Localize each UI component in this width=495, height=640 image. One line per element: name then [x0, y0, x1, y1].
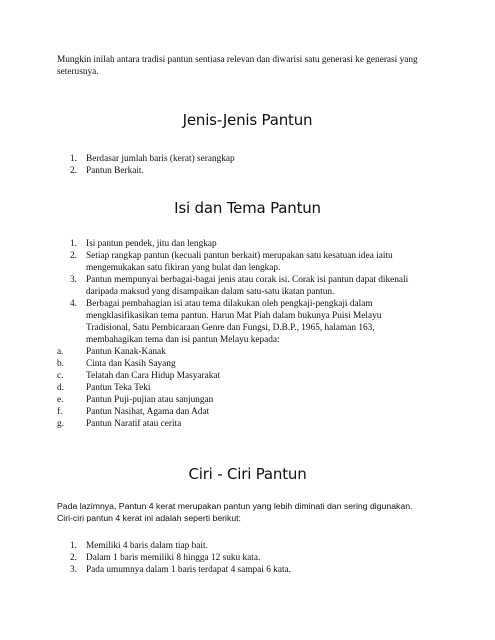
item-text-line: Berbagai pembahagian isi atau tema dilakukan oleh pengkaji-pengkaji dalam: [86, 299, 373, 309]
item-text: Berdasar jumlah baris (kerat) serangkap: [86, 154, 235, 164]
item-text: Isi pantun pendek, jitu dan lengkap: [86, 239, 217, 249]
item-text-line: membahagikan tema dan isi pantun Melayu kepada:: [86, 335, 280, 345]
item-letter: e.: [57, 395, 64, 405]
item-text: Memiliki 4 baris dalam tiap bait.: [86, 541, 208, 551]
item-number: 2.: [70, 553, 77, 563]
item-text: Pantun Kanak-Kanak: [86, 347, 166, 357]
item-letter: d.: [57, 383, 64, 393]
ciri-paragraph-line-2: Ciri-ciri pantun 4 kerat ini adalah seperti berikut:: [57, 513, 241, 523]
item-text: Telatah dan Cara Hidup Masyarakat: [86, 371, 221, 381]
ciri-paragraph-line-1: Pada lazimnya, Pantun 4 kerat merupakan pantun yang lebih diminati dan sering digunakan.: [57, 501, 413, 511]
item-text-line: daripada maksud yang disampaikan dalam satu-satu ikatan pantun.: [86, 287, 335, 297]
item-number: 2.: [70, 251, 77, 261]
heading-jenis-pantun: Jenis-Jenis Pantun: [182, 111, 313, 129]
item-text-line: mengklasifikasikan tema pantun. Harun Mat Piah dalam bukunya Puisi Melayu: [86, 311, 382, 321]
item-text: Cinta dan Kasih Sayang: [86, 359, 176, 369]
intro-line-1: Mungkin inilah antara tradisi pantun sentiasa relevan dan diwarisi satu generasi ke generasi yang: [57, 55, 418, 65]
item-letter: b.: [57, 359, 64, 369]
item-number: 1.: [70, 239, 77, 249]
item-text: Pantun Naratif atau cerita: [86, 419, 182, 429]
item-letter: c.: [57, 371, 64, 381]
item-text-line: Tradisional, Satu Pembicaraan Genre dan Fungsi, D.B.P., 1965, halaman 163,: [86, 323, 375, 333]
intro-line-2: seterusnya.: [57, 67, 99, 77]
item-text: Pantun Berkait.: [86, 166, 144, 176]
item-text: Pantun Puji-pujian atau sanjungan: [86, 395, 214, 405]
item-number: 1.: [70, 154, 77, 164]
item-text-line: Setiap rangkap pantun (kecuali pantun berkait) merupakan satu kesatuan idea iaitu: [86, 251, 393, 261]
item-number: 3.: [70, 565, 77, 575]
item-number: 3.: [70, 275, 77, 285]
item-number: 2.: [70, 166, 77, 176]
item-letter: a.: [57, 347, 64, 357]
item-text: Dalam 1 baris memiliki 8 hingga 12 suku kata.: [86, 553, 261, 563]
item-letter: g.: [57, 419, 64, 429]
item-text: Pantun Nasihat, Agama dan Adat: [86, 407, 210, 417]
item-text: Pantun Teka Teki: [86, 383, 151, 393]
item-letter: f.: [57, 407, 63, 417]
item-text: Pada umumnya dalam 1 baris terdapat 4 sampai 6 kata.: [86, 565, 291, 575]
item-number: 4.: [70, 299, 77, 309]
item-text-line: mengemukakan satu fikiran yang bulat dan lengkap.: [86, 263, 281, 273]
heading-isi-tema: Isi dan Tema Pantun: [174, 199, 321, 217]
item-number: 1.: [70, 541, 77, 551]
heading-ciri-pantun: Ciri - Ciri Pantun: [188, 465, 307, 483]
item-text-line: Pantun mempunyai berbagai-bagai jenis atau corak isi. Corak isi pantun dapat dikenali: [86, 275, 409, 285]
